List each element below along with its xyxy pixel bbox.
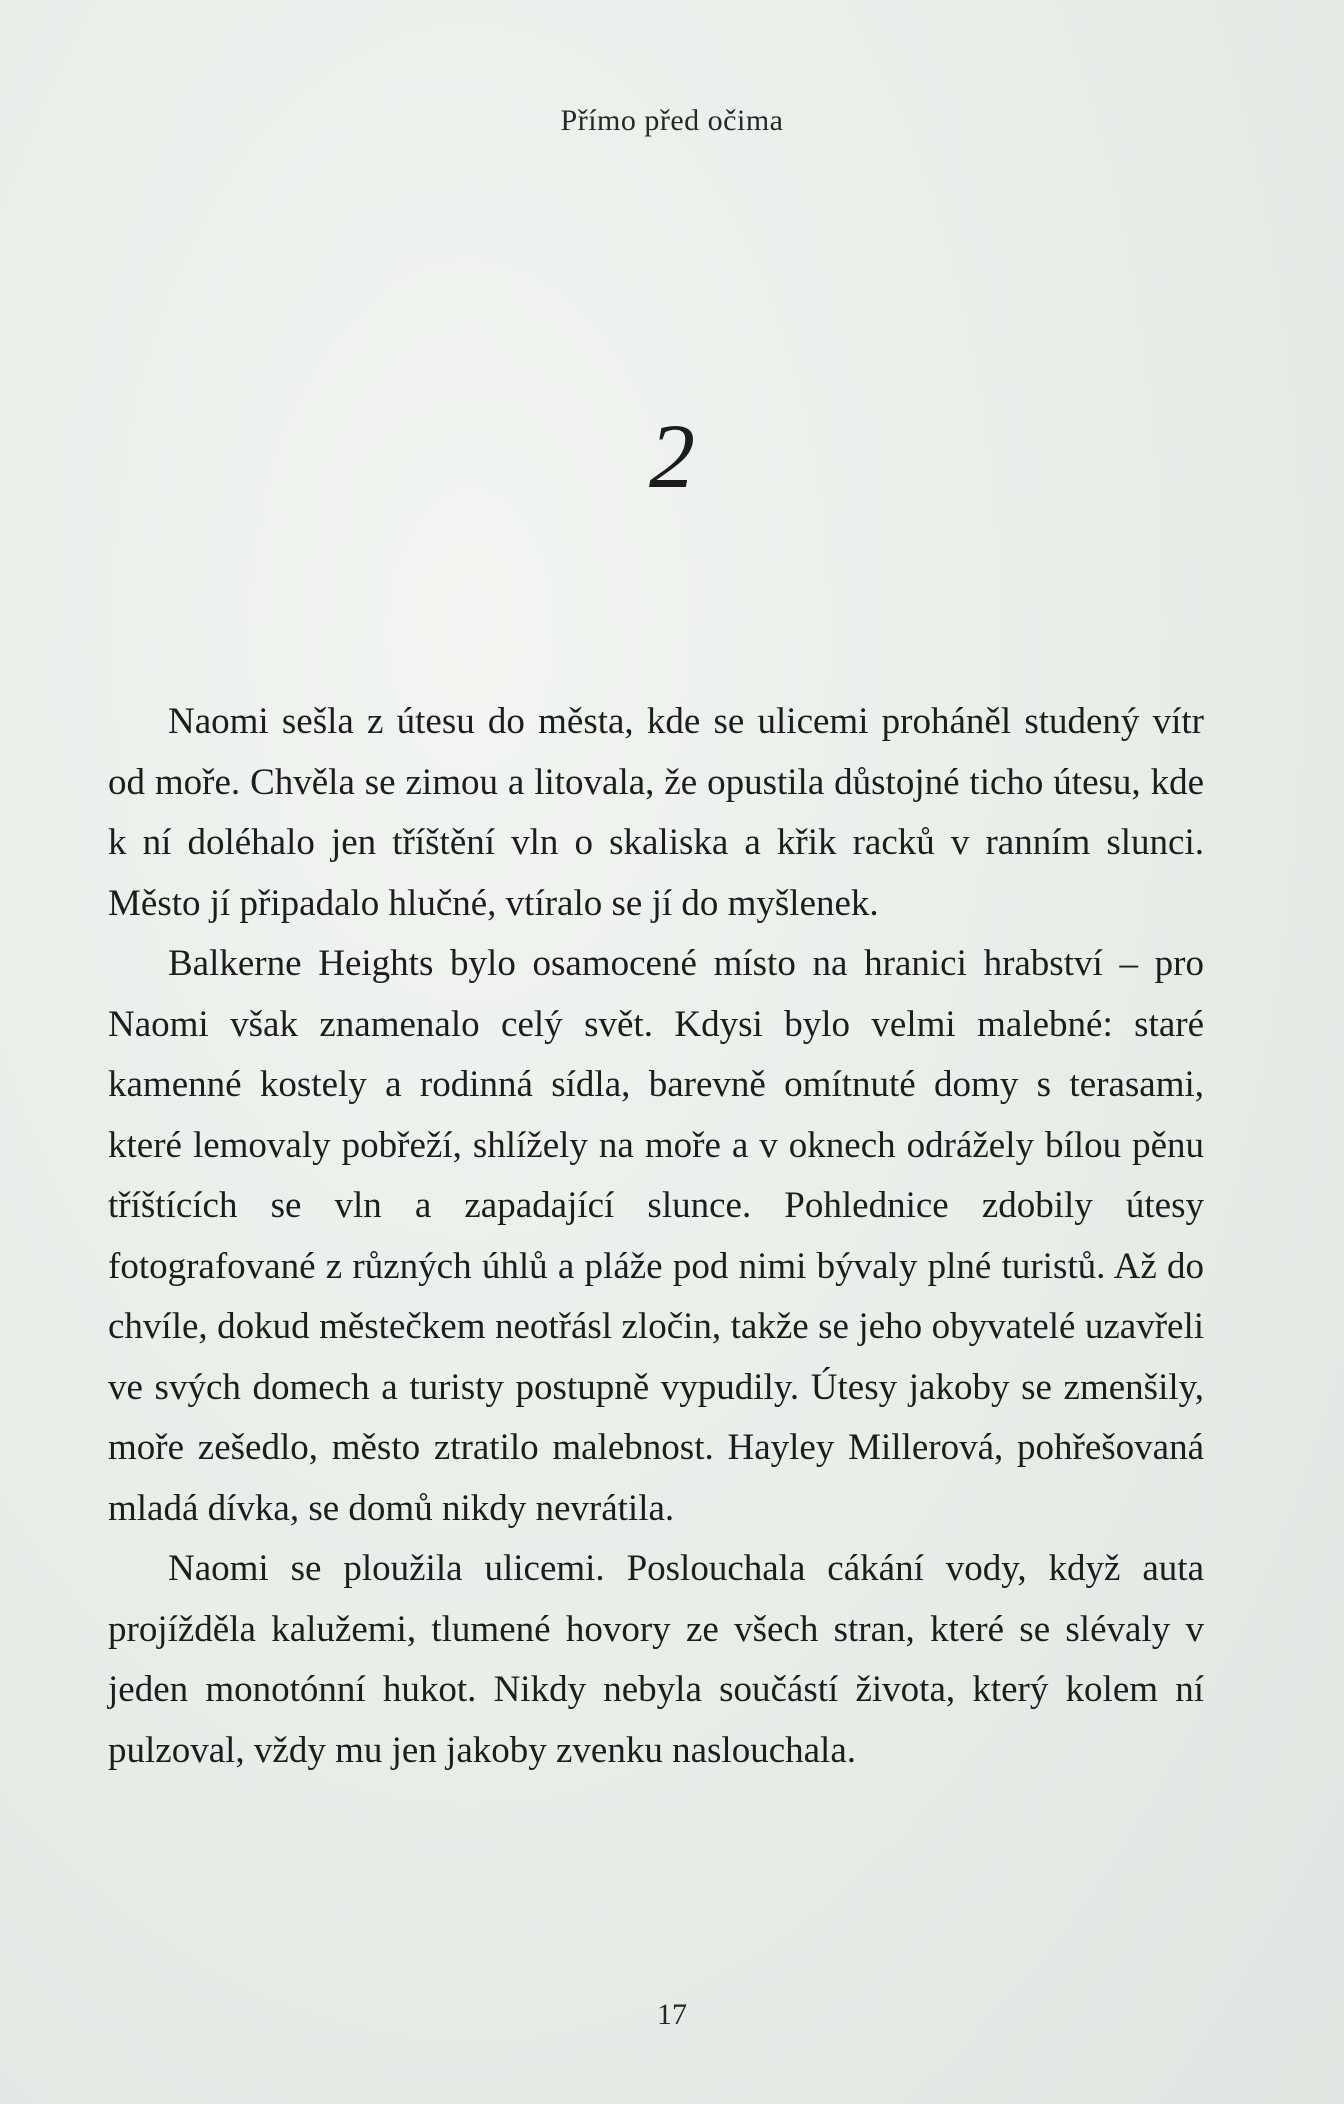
paragraph: Naomi se ploužila ulicemi. Poslouchala cákání vody, když auta projížděla kalužemi, tlumené hovory ze všech stran, které se slévaly v jeden monotónní hukot. Nikdy nebyla součástí života, který kolem ní pulzoval, vždy mu jen jakoby zvenku naslouchala.: [108, 1548, 1204, 1771]
running-header: Přímo před očima: [560, 104, 784, 137]
paragraph: Balkerne Heights bylo osamocené místo na hranici hrabství – pro Naomi však znamenalo celý svět. Kdysi bylo velmi malebné: staré kamenné kostely a rodinná sídla, barevně omítnuté domy s terasami, které lemovaly pobřeží, shlížely na moře a v oknech odrážely bílou pěnu tříštících se vln a zapadající slunce. Pohlednice zdobily útesy fotografované z různých úhlů a pláže pod nimi bývaly plné turistů. Až do chvíle, dokud městečkem neotřásl zločin, takže se jeho obyvatelé uzavřeli ve svých domech a turisty postupně vypudily. Útesy jakoby se zmenšily, moře zešedlo, město ztratilo malebnost. Hayley Millerová, pohřešovaná mladá dívka, se domů nikdy nevrátila.: [108, 943, 1204, 1529]
body-text: [108, 692, 1204, 1781]
chapter-number: 2: [649, 405, 695, 507]
paragraph: Naomi sešla z útesu do města, kde se ulicemi proháněl studený vítr od moře. Chvěla se zimou a litovala, že opustila důstojné ticho útesu, kde k ní doléhalo jen tříštění vln o skaliska a křik racků v ranním slunci. Město jí připadalo hlučné, vtíralo se jí do myšlenek.: [108, 701, 1204, 924]
page-number: 17: [657, 1998, 687, 2031]
